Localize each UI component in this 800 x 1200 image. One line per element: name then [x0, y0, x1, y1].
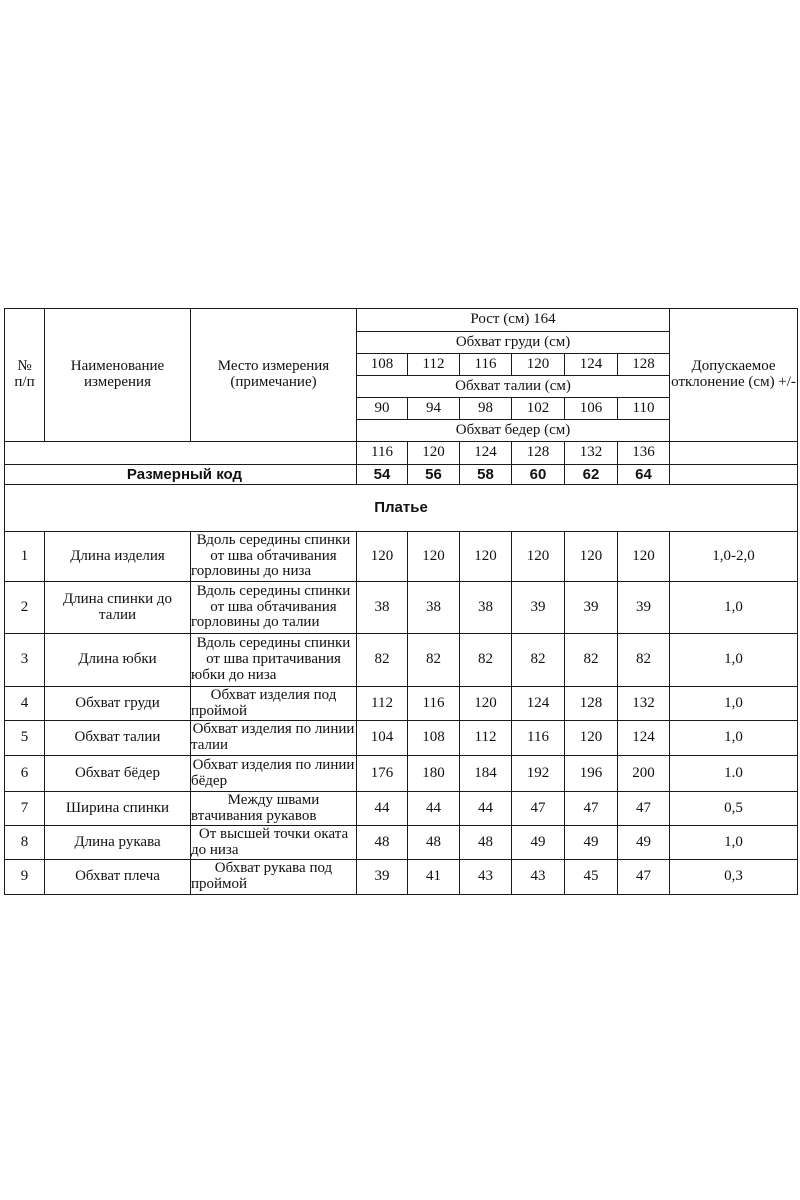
tolerance-value: 0,5 [670, 792, 798, 826]
measurement-name: Длина рукава [45, 826, 191, 860]
measurement-value: 124 [512, 687, 565, 721]
measurement-name: Ширина спинки [45, 792, 191, 826]
chest-value: 112 [408, 354, 460, 376]
measurement-value: 38 [408, 582, 460, 634]
name-header: Наименование измерения [45, 309, 191, 442]
measurement-value: 82 [618, 634, 670, 687]
chest-header: Обхват груди (см) [357, 332, 670, 354]
table-row [5, 634, 798, 687]
table-row [5, 826, 798, 860]
measurement-value: 47 [618, 860, 670, 895]
header-spacer [670, 442, 798, 465]
section-title: Платье [5, 485, 798, 532]
waist-value: 110 [618, 398, 670, 420]
table-row [5, 721, 798, 756]
measurement-name: Длина юбки [45, 634, 191, 687]
measurement-value: 184 [460, 756, 512, 792]
measurement-name: Обхват бёдер [45, 756, 191, 792]
measurement-value: 43 [512, 860, 565, 895]
measurement-value: 116 [408, 687, 460, 721]
chest-value: 116 [460, 354, 512, 376]
measurement-note: Обхват изделия по линии талии [191, 721, 357, 756]
measurement-value: 120 [565, 532, 618, 582]
table-row [5, 532, 798, 582]
measurement-value: 47 [512, 792, 565, 826]
size-code: 60 [512, 465, 565, 485]
measurement-note: Обхват рукава под проймой [191, 860, 357, 895]
measurement-value: 200 [618, 756, 670, 792]
measurement-value: 132 [618, 687, 670, 721]
size-code: 58 [460, 465, 512, 485]
measurement-value: 48 [357, 826, 408, 860]
measurement-value: 82 [460, 634, 512, 687]
table-row [5, 687, 798, 721]
tolerance-value: 1,0-2,0 [670, 532, 798, 582]
tolerance-value: 0,3 [670, 860, 798, 895]
measurement-value: 49 [512, 826, 565, 860]
table-row [5, 860, 798, 895]
chest-value: 128 [618, 354, 670, 376]
measurement-value: 82 [357, 634, 408, 687]
hips-value: 124 [460, 442, 512, 465]
measurement-value: 120 [357, 532, 408, 582]
size-chart-table [4, 308, 798, 895]
measurement-value: 49 [565, 826, 618, 860]
measurement-value: 49 [618, 826, 670, 860]
measurement-name: Длина спинки до талии [45, 582, 191, 634]
measurement-value: 45 [565, 860, 618, 895]
measurement-value: 48 [460, 826, 512, 860]
num-header: № п/п [5, 309, 45, 442]
measurement-value: 120 [408, 532, 460, 582]
measurement-value: 112 [460, 721, 512, 756]
row-number: 7 [5, 792, 45, 826]
measurement-value: 48 [408, 826, 460, 860]
row-number: 8 [5, 826, 45, 860]
chest-value: 120 [512, 354, 565, 376]
measurement-value: 43 [460, 860, 512, 895]
waist-value: 106 [565, 398, 618, 420]
measurement-note: Вдоль середины спинки от шва притачивания юбки до низа [191, 634, 357, 687]
measurement-value: 44 [357, 792, 408, 826]
measurement-value: 120 [460, 532, 512, 582]
measurement-value: 120 [512, 532, 565, 582]
row-number: 2 [5, 582, 45, 634]
tolerance-value: 1.0 [670, 756, 798, 792]
measurement-value: 38 [357, 582, 408, 634]
tolerance-value: 1,0 [670, 826, 798, 860]
hips-value: 120 [408, 442, 460, 465]
row-number: 3 [5, 634, 45, 687]
tolerance-value: 1,0 [670, 687, 798, 721]
row-number: 6 [5, 756, 45, 792]
measurement-note: От высшей точки оката до низа [191, 826, 357, 860]
row-number: 1 [5, 532, 45, 582]
measurement-note: Вдоль середины спинки от шва обтачивания горловины до низа [191, 532, 357, 582]
hips-value: 116 [357, 442, 408, 465]
waist-header: Обхват талии (см) [357, 376, 670, 398]
table-row [5, 756, 798, 792]
measurement-value: 120 [618, 532, 670, 582]
chest-value: 124 [565, 354, 618, 376]
hips-header: Обхват бедер (см) [357, 420, 670, 442]
measurement-name: Обхват плеча [45, 860, 191, 895]
measurement-name: Обхват груди [45, 687, 191, 721]
chest-value: 108 [357, 354, 408, 376]
measurement-value: 39 [565, 582, 618, 634]
height-header: Рост (см) 164 [357, 309, 670, 332]
measurement-value: 38 [460, 582, 512, 634]
measurement-value: 180 [408, 756, 460, 792]
measurement-value: 47 [618, 792, 670, 826]
measurement-value: 82 [512, 634, 565, 687]
measurement-name: Длина изделия [45, 532, 191, 582]
row-number: 5 [5, 721, 45, 756]
size-code-spacer [670, 465, 798, 485]
size-code-label: Размерный код [5, 465, 357, 485]
measurement-value: 44 [408, 792, 460, 826]
measurement-value: 82 [408, 634, 460, 687]
size-code: 62 [565, 465, 618, 485]
header-spacer [5, 442, 357, 465]
size-code: 54 [357, 465, 408, 485]
table-row [5, 582, 798, 634]
measurement-note: Обхват изделия по линии бёдер [191, 756, 357, 792]
tolerance-value: 1,0 [670, 634, 798, 687]
measurement-value: 41 [408, 860, 460, 895]
hips-value: 132 [565, 442, 618, 465]
measurement-value: 39 [512, 582, 565, 634]
measurement-value: 44 [460, 792, 512, 826]
measurement-value: 196 [565, 756, 618, 792]
measurement-value: 120 [460, 687, 512, 721]
measurement-name: Обхват талии [45, 721, 191, 756]
waist-value: 98 [460, 398, 512, 420]
measurement-value: 112 [357, 687, 408, 721]
row-number: 9 [5, 860, 45, 895]
measurement-value: 39 [357, 860, 408, 895]
measurement-value: 116 [512, 721, 565, 756]
measurement-value: 108 [408, 721, 460, 756]
measurement-value: 120 [565, 721, 618, 756]
measurement-value: 82 [565, 634, 618, 687]
place-header: Место измерения (примечание) [191, 309, 357, 442]
table-row [5, 792, 798, 826]
size-code: 64 [618, 465, 670, 485]
tolerance-value: 1,0 [670, 582, 798, 634]
measurement-value: 47 [565, 792, 618, 826]
measurement-value: 176 [357, 756, 408, 792]
measurement-value: 104 [357, 721, 408, 756]
measurement-value: 39 [618, 582, 670, 634]
size-code: 56 [408, 465, 460, 485]
hips-value: 128 [512, 442, 565, 465]
hips-value: 136 [618, 442, 670, 465]
measurement-value: 192 [512, 756, 565, 792]
measurement-note: Вдоль середины спинки от шва обтачивания горловины до талии [191, 582, 357, 634]
waist-value: 102 [512, 398, 565, 420]
tolerance-value: 1,0 [670, 721, 798, 756]
measurement-note: Между швами втачивания рукавов [191, 792, 357, 826]
measurement-note: Обхват изделия под проймой [191, 687, 357, 721]
waist-value: 90 [357, 398, 408, 420]
measurement-value: 124 [618, 721, 670, 756]
tolerance-header: Допускаемое отклонение (см) +/- [670, 309, 798, 442]
waist-value: 94 [408, 398, 460, 420]
row-number: 4 [5, 687, 45, 721]
measurement-value: 128 [565, 687, 618, 721]
